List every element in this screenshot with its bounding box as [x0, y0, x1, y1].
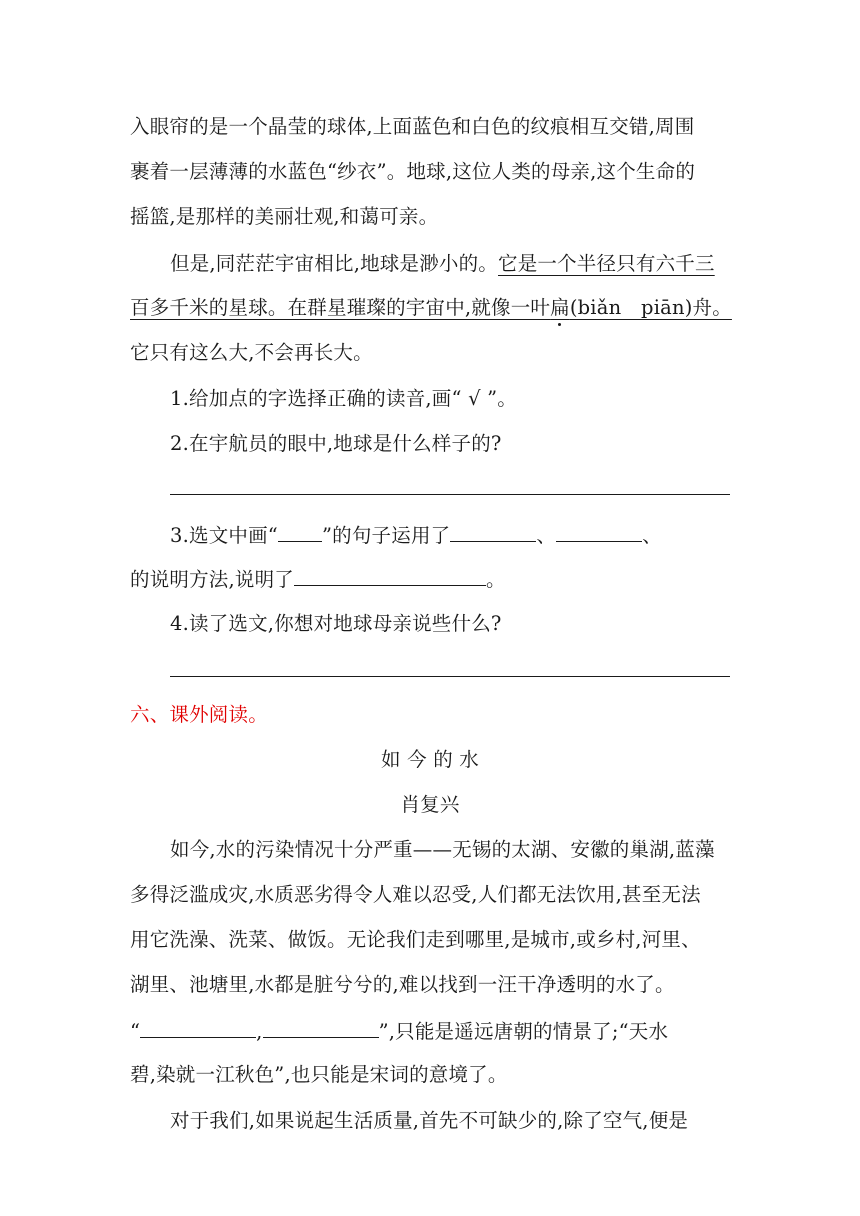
q3-sep: 、: [536, 524, 557, 547]
q3-underline-sample: [278, 523, 322, 542]
passage-line-6: 它只有这么大,不会再长大。: [130, 341, 373, 364]
passage-line-5-underlined-b: (biǎn piān)舟。: [569, 296, 732, 319]
passage-line-4-plain: 但是,同茫茫宇宙相比,地球是渺小的。: [170, 252, 498, 275]
passage-line-5: [130, 296, 730, 320]
passage-line-3: 摇篮,是那样的美丽壮观,和蔼可亲。: [130, 205, 439, 228]
article-blank-1[interactable]: [140, 1019, 256, 1038]
article-line-5-rest: ”,只能是遥远唐朝的情景了;“天水: [378, 1020, 669, 1043]
article-line-1: 如今,水的污染情况十分严重——无锡的太湖、安徽的巢湖,蓝藻: [170, 838, 715, 861]
question-1: 1.给加点的字选择正确的读音,画“ √ ”。: [170, 387, 517, 410]
article-line-2: 多得泛滥成灾,水质恶劣得令人难以忍受,人们都无法饮用,甚至无法: [130, 883, 701, 906]
dotted-char-bian: 扁: [550, 296, 570, 319]
question-3-line-2: [130, 567, 730, 592]
article-author: 肖复兴: [400, 793, 460, 816]
question-2: 2.在宇航员的眼中,地球是什么样子的?: [170, 432, 502, 455]
article-line-5: [130, 1019, 730, 1044]
passage-line-5-underlined-a: 百多千米的星球。在群星璀璨的宇宙中,就像一叶: [130, 296, 551, 319]
passage-line-4: [170, 252, 730, 276]
article-title: 如 今 的 水: [381, 748, 479, 771]
q3-text-a: 3.选文中画“: [170, 524, 278, 547]
article-blank-2[interactable]: [263, 1019, 379, 1038]
q3-line2-end: 。: [486, 568, 506, 591]
q3-blank-3[interactable]: [294, 567, 486, 586]
question-3-line-1: [170, 523, 730, 548]
article-line-4: 湖里、池塘里,水都是脏兮兮的,难以找到一汪干净透明的水了。: [130, 973, 675, 996]
answer-line-q2[interactable]: [170, 494, 730, 495]
passage-line-1: 入眼帘的是一个晶莹的球体,上面蓝色和白色的纹痕相互交错,周围: [130, 115, 695, 138]
q3-text-b: ”的句子运用了: [321, 524, 451, 547]
article-line-3: 用它洗澡、洗菜、做饭。无论我们走到哪里,是城市,或乡村,河里、: [130, 928, 701, 951]
q3-end: 、: [642, 524, 662, 547]
q3-line2-text: 的说明方法,说明了: [130, 568, 294, 591]
passage-line-4-underlined: 它是一个半径只有六千三: [498, 252, 715, 275]
section-6-heading: 六、课外阅读。: [130, 703, 268, 726]
blank-comma: ,: [256, 1020, 263, 1043]
question-4: 4.读了选文,你想对地球母亲说些什么?: [170, 612, 502, 635]
passage-line-2: 裹着一层薄薄的水蓝色“纱衣”。地球,这位人类的母亲,这个生命的: [130, 160, 696, 183]
q3-blank-1[interactable]: [450, 523, 536, 542]
quote-open: “: [130, 1020, 141, 1043]
article-line-6: 碧,染就一江秋色”,也只能是宋词的意境了。: [130, 1063, 508, 1086]
q3-blank-2[interactable]: [556, 523, 642, 542]
article-paragraph-2-line-1: 对于我们,如果说起生活质量,首先不可缺少的,除了空气,便是: [170, 1109, 689, 1132]
answer-line-q4[interactable]: [170, 676, 730, 677]
